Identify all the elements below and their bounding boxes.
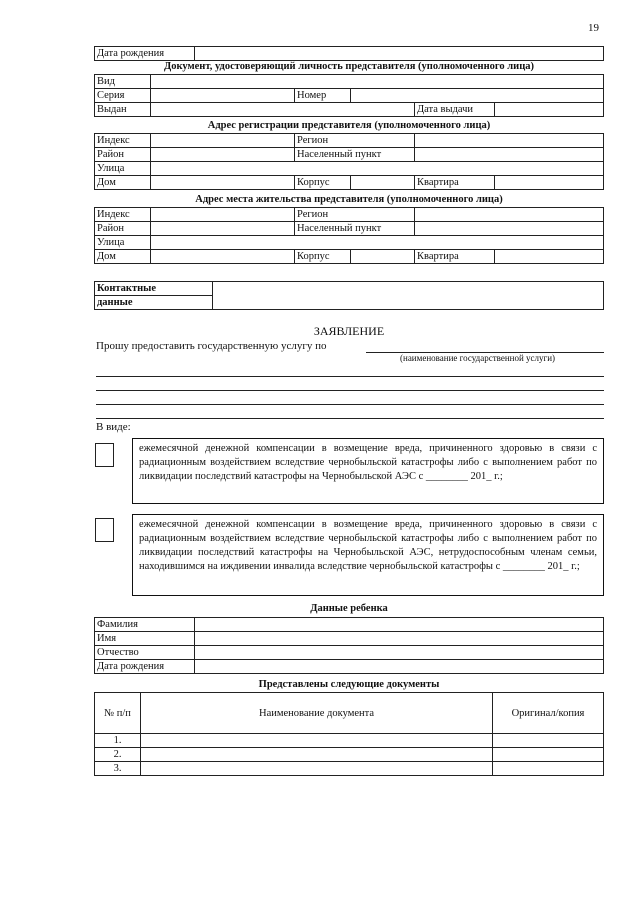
col-copy-header: Оригинал/копия — [493, 693, 604, 734]
reg-apartment-label: Квартира — [415, 176, 495, 190]
doc-row-2-name[interactable] — [141, 748, 493, 762]
reg-address-table — [94, 133, 604, 190]
doc-row-2-num: 2. — [95, 748, 141, 762]
live-settlement-field[interactable] — [415, 222, 604, 236]
reg-index-field[interactable] — [151, 134, 295, 148]
contacts-label-1: Контактные — [95, 282, 213, 296]
live-index-label: Индекс — [95, 208, 151, 222]
child-patronymic-label: Отчество — [95, 646, 195, 660]
statement-title: ЗАЯВЛЕНИЕ — [313, 324, 385, 338]
child-table — [94, 617, 604, 674]
live-address-table — [94, 207, 604, 264]
child-name-label: Имя — [95, 632, 195, 646]
reg-address-title: Адрес регистрации представителя (уполномоченного лица) — [207, 120, 491, 131]
reg-region-label: Регион — [295, 134, 415, 148]
doc-row-1-num: 1. — [95, 734, 141, 748]
doc-kind-field[interactable] — [151, 75, 604, 89]
reg-street-field[interactable] — [151, 162, 604, 176]
reg-index-label: Индекс — [95, 134, 151, 148]
reg-settlement-field[interactable] — [415, 148, 604, 162]
live-house-label: Дом — [95, 250, 151, 264]
reg-settlement-label: Населенный пункт — [295, 148, 415, 162]
live-region-label: Регион — [295, 208, 415, 222]
doc-row-1-name[interactable] — [141, 734, 493, 748]
reg-building-field[interactable] — [351, 176, 415, 190]
doc-date-field[interactable] — [495, 103, 604, 117]
reg-district-label: Район — [95, 148, 151, 162]
doc-series-field[interactable] — [151, 89, 295, 103]
reg-house-field[interactable] — [151, 176, 295, 190]
service-line-3[interactable] — [96, 404, 604, 405]
live-address-title: Адрес места жительства представителя (уполномоченного лица) — [195, 194, 503, 205]
live-house-field[interactable] — [151, 250, 295, 264]
doc-number-label: Номер — [295, 89, 351, 103]
option2-text: ежемесячной денежной компенсации в возмещение вреда, причиненного здоровью в связи с радиационным воздействием вследствие чернобыльской катастрофы либо с выполнением работ по ликвидации последствий катастрофы на Чернобыльской АЭС, нетрудоспособным членам семьи, находившимся на иждивении инвалида вследствие чернобыльской катастрофы с ________ 201_ г.; — [132, 514, 604, 596]
live-index-field[interactable] — [151, 208, 295, 222]
reg-region-field[interactable] — [415, 134, 604, 148]
live-street-field[interactable] — [151, 236, 604, 250]
birthdate-label: Дата рождения — [95, 47, 195, 61]
option2-checkbox[interactable] — [95, 518, 114, 542]
reg-house-label: Дом — [95, 176, 151, 190]
contacts-field[interactable] — [213, 282, 604, 310]
live-building-field[interactable] — [351, 250, 415, 264]
reg-district-field[interactable] — [151, 148, 295, 162]
child-birthdate-label: Дата рождения — [95, 660, 195, 674]
live-district-label: Район — [95, 222, 151, 236]
contacts-table — [94, 281, 604, 310]
doc-row-2-copy[interactable] — [493, 748, 604, 762]
col-num-header: № п/п — [95, 693, 141, 734]
live-region-field[interactable] — [415, 208, 604, 222]
live-district-field[interactable] — [151, 222, 295, 236]
doc-kind-label: Вид — [95, 75, 151, 89]
statement-request: Прошу предоставить государственную услугу по — [96, 340, 327, 352]
child-title: Данные ребенка — [310, 603, 388, 614]
service-line-1[interactable] — [96, 376, 604, 377]
service-line-4[interactable] — [96, 418, 604, 419]
live-building-label: Корпус — [295, 250, 351, 264]
doc-row-3-copy[interactable] — [493, 762, 604, 776]
live-settlement-label: Населенный пункт — [295, 222, 415, 236]
option1-text: ежемесячной денежной компенсации в возмещение вреда, причиненного здоровью в связи с радиационным воздействием вследствие чернобыльской катастрофы либо с выполнением работ по ликвидации последствий катастрофы на Чернобыльской АЭС с ________ 201_ г.; — [132, 438, 604, 504]
doc-date-label: Дата выдачи — [415, 103, 495, 117]
identity-doc-title: Документ, удостоверяющий личность представителя (уполномоченного лица) — [163, 61, 534, 72]
child-surname-field[interactable] — [195, 618, 604, 632]
contacts-label-2: данные — [95, 296, 213, 310]
documents-table — [94, 692, 604, 776]
child-surname-label: Фамилия — [95, 618, 195, 632]
live-apartment-label: Квартира — [415, 250, 495, 264]
in-form-label: В виде: — [96, 421, 131, 433]
live-street-label: Улица — [95, 236, 151, 250]
page-number: 19 — [588, 22, 599, 34]
doc-number-field[interactable] — [351, 89, 604, 103]
doc-issued-label: Выдан — [95, 103, 151, 117]
doc-row-1-copy[interactable] — [493, 734, 604, 748]
doc-series-label: Серия — [95, 89, 151, 103]
child-birthdate-field[interactable] — [195, 660, 604, 674]
reg-apartment-field[interactable] — [495, 176, 604, 190]
reg-street-label: Улица — [95, 162, 151, 176]
doc-row-3-num: 3. — [95, 762, 141, 776]
birthdate-field[interactable] — [195, 47, 604, 61]
child-patronymic-field[interactable] — [195, 646, 604, 660]
representative-birthdate-table — [94, 46, 604, 61]
col-name-header: Наименование документа — [141, 693, 493, 734]
reg-building-label: Корпус — [295, 176, 351, 190]
service-caption: (наименование государственной услуги) — [400, 353, 556, 363]
service-line-2[interactable] — [96, 390, 604, 391]
option1-checkbox[interactable] — [95, 443, 114, 467]
doc-row-3-name[interactable] — [141, 762, 493, 776]
live-apartment-field[interactable] — [495, 250, 604, 264]
documents-title: Представлены следующие документы — [258, 679, 440, 690]
child-name-field[interactable] — [195, 632, 604, 646]
identity-doc-table — [94, 74, 604, 117]
doc-issued-field[interactable] — [151, 103, 415, 117]
